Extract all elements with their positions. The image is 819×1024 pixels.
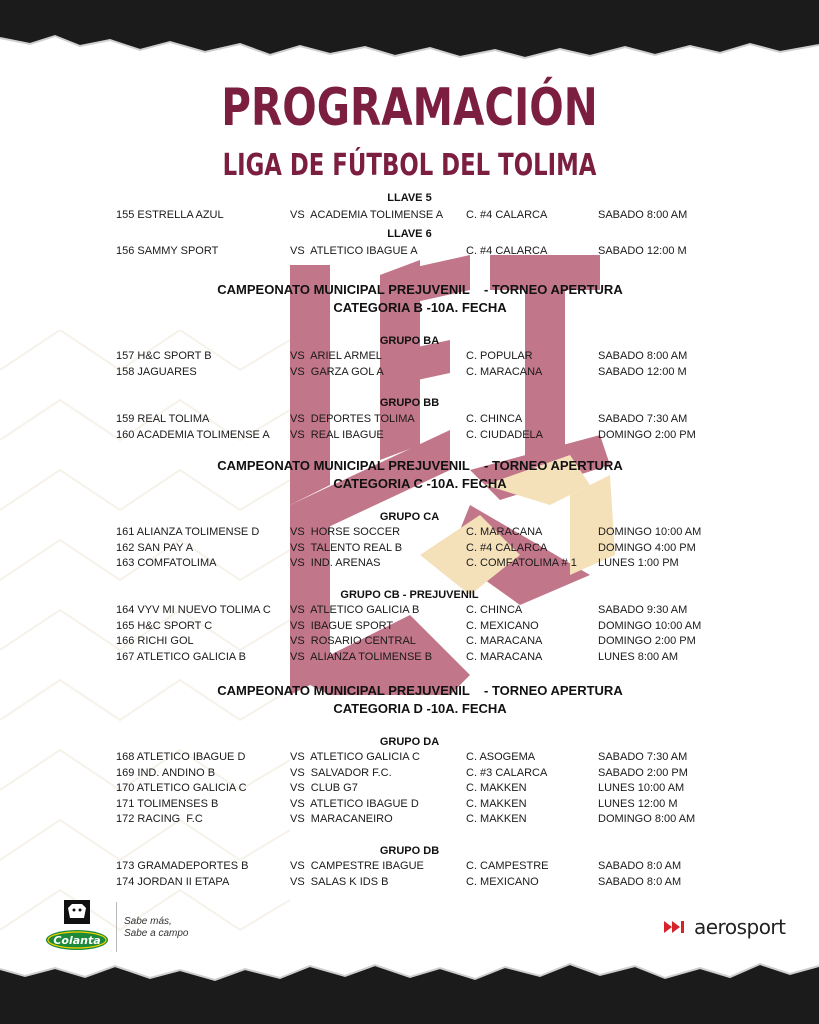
- match-row: [0, 651, 819, 666]
- home-team: 160 ACADEMIA TOLIMENSE A: [116, 429, 270, 441]
- venue: C. #4 CALARCA: [466, 209, 548, 221]
- home-team: 170 ATLETICO GALICIA C: [116, 782, 247, 794]
- venue: C. #4 CALARCA: [466, 542, 548, 554]
- group-heading-db: GRUPO DB: [379, 845, 440, 857]
- aerosport-logo: [664, 915, 786, 939]
- group-heading-ba: GRUPO BA: [379, 335, 440, 347]
- home-team: 167 ATLETICO GALICIA B: [116, 651, 247, 663]
- group-heading-llave-5: LLAVE 5: [387, 192, 432, 204]
- away-team: VS IND. ARENAS: [290, 557, 381, 569]
- away-team: VS CLUB G7: [290, 782, 358, 794]
- match-time: SABADO 8:0 AM: [598, 860, 682, 872]
- away-team: VS GARZA GOL A: [290, 366, 384, 378]
- away-team: VS SALVADOR F.C.: [290, 767, 392, 779]
- venue: C. COMFATOLIMA # 1: [466, 557, 577, 569]
- match-row: [0, 429, 819, 444]
- fast-forward-icon: [664, 919, 690, 935]
- footer-divider: [116, 902, 117, 952]
- section-title-categoria-d: [0, 682, 819, 718]
- match-row: [0, 604, 819, 619]
- match-time: DOMINGO 4:00 PM: [598, 542, 696, 554]
- away-team: VS ATLETICO IBAGUE D: [290, 798, 419, 810]
- home-team: 159 REAL TOLIMA: [116, 413, 210, 425]
- match-time: LUNES 8:00 AM: [598, 651, 679, 663]
- venue: C. MAKKEN: [466, 798, 527, 810]
- away-team: VS SALAS K IDS B: [290, 876, 389, 888]
- away-team: VS ROSARIO CENTRAL: [290, 635, 416, 647]
- match-row: [0, 209, 819, 224]
- match-time: DOMINGO 8:00 AM: [598, 813, 696, 825]
- match-time: LUNES 1:00 PM: [598, 557, 679, 569]
- slogan-line-2: Sabe a campo: [124, 928, 189, 939]
- section-line-2: CATEGORIA D -10A. FECHA: [333, 701, 507, 716]
- match-time: SABADO 12:00 M: [598, 366, 687, 378]
- match-row: [0, 366, 819, 381]
- home-team: 173 GRAMADEPORTES B: [116, 860, 249, 872]
- match-time: SABADO 8:0 AM: [598, 876, 682, 888]
- home-team: 171 TOLIMENSES B: [116, 798, 219, 810]
- home-team: 161 ALIANZA TOLIMENSE D: [116, 526, 260, 538]
- home-team: 164 VYV MI NUEVO TOLIMA C: [116, 604, 271, 616]
- away-team: VS MARACANEIRO: [290, 813, 393, 825]
- match-row: [0, 557, 819, 572]
- section-title-categoria-c: [0, 457, 819, 493]
- match-row: [0, 751, 819, 766]
- away-team: VS IBAGUE SPORT: [290, 620, 394, 632]
- match-row: [0, 620, 819, 635]
- away-team: VS ATLETICO GALICIA C: [290, 751, 421, 763]
- home-team: 163 COMFATOLIMA: [116, 557, 217, 569]
- slogan-line-1: Sabe más,: [124, 916, 172, 927]
- match-time: SABADO 8:00 AM: [598, 350, 688, 362]
- match-row: [0, 245, 819, 260]
- colanta-logo: [44, 898, 116, 954]
- match-row: [0, 860, 819, 875]
- section-title-categoria-b: [0, 281, 819, 317]
- away-team: VS ARIEL ARMEL: [290, 350, 382, 362]
- away-team: VS ATLETICO IBAGUE A: [290, 245, 418, 257]
- venue: C. MARACANA: [466, 651, 543, 663]
- home-team: 166 RICHI GOL: [116, 635, 194, 647]
- match-time: DOMINGO 10:00 AM: [598, 620, 702, 632]
- match-time: SABADO 2:00 PM: [598, 767, 688, 779]
- match-row: [0, 798, 819, 813]
- venue: C. MARACANA: [466, 635, 543, 647]
- group-heading-bb: GRUPO BB: [379, 397, 440, 409]
- home-team: 174 JORDAN II ETAPA: [116, 876, 230, 888]
- home-team: 169 IND. ANDINO B: [116, 767, 216, 779]
- sponsor-slogan: [124, 916, 189, 940]
- away-team: VS HORSE SOCCER: [290, 526, 401, 538]
- match-row: [0, 413, 819, 428]
- match-time: LUNES 12:00 M: [598, 798, 678, 810]
- home-team: 158 JAGUARES: [116, 366, 197, 378]
- match-row: [0, 782, 819, 797]
- away-team: VS ACADEMIA TOLIMENSE A: [290, 209, 444, 221]
- match-time: SABADO 12:00 M: [598, 245, 687, 257]
- group-heading-cb: GRUPO CB - PREJUVENIL: [340, 589, 479, 601]
- venue: C. ASOGEMA: [466, 751, 536, 763]
- match-row: [0, 767, 819, 782]
- match-time: SABADO 7:30 AM: [598, 751, 688, 763]
- brand-name: aerosport: [694, 915, 786, 939]
- home-team: 156 SAMMY SPORT: [116, 245, 219, 257]
- match-time: SABADO 9:30 AM: [598, 604, 688, 616]
- home-team: 165 H&C SPORT C: [116, 620, 213, 632]
- home-team: 168 ATLETICO IBAGUE D: [116, 751, 246, 763]
- match-row: [0, 350, 819, 365]
- match-row: [0, 876, 819, 891]
- away-team: VS DEPORTES TOLIMA: [290, 413, 415, 425]
- venue: C. MARACANA: [466, 526, 543, 538]
- home-team: 162 SAN PAY A: [116, 542, 194, 554]
- section-line-1: CAMPEONATO MUNICIPAL PREJUVENIL - TORNEO APERTURA: [217, 683, 623, 698]
- venue: C. MEXICANO: [466, 620, 539, 632]
- group-heading-ca: GRUPO CA: [379, 511, 440, 523]
- venue: C. MEXICANO: [466, 876, 539, 888]
- away-team: VS ATLETICO GALICIA B: [290, 604, 420, 616]
- group-heading-da: GRUPO DA: [379, 736, 440, 748]
- page-subtitle: LIGA DE FÚTBOL DEL TOLIMA: [222, 148, 597, 183]
- section-line-2: CATEGORIA B -10A. FECHA: [333, 300, 507, 315]
- group-heading-llave-6: LLAVE 6: [387, 228, 432, 240]
- venue: C. MAKKEN: [466, 813, 527, 825]
- match-row: [0, 526, 819, 541]
- match-time: DOMINGO 2:00 PM: [598, 635, 696, 647]
- away-team: VS TALENTO REAL B: [290, 542, 403, 554]
- match-row: [0, 813, 819, 828]
- section-line-1: CAMPEONATO MUNICIPAL PREJUVENIL - TORNEO APERTURA: [217, 458, 623, 473]
- match-time: SABADO 7:30 AM: [598, 413, 688, 425]
- venue: C. CHINCA: [466, 604, 523, 616]
- home-team: 157 H&C SPORT B: [116, 350, 212, 362]
- match-time: LUNES 10:00 AM: [598, 782, 685, 794]
- venue: C. CAMPESTRE: [466, 860, 549, 872]
- match-time: DOMINGO 2:00 PM: [598, 429, 696, 441]
- venue: C. MAKKEN: [466, 782, 527, 794]
- away-team: VS ALIANZA TOLIMENSE B: [290, 651, 433, 663]
- venue: C. CIUDADELA: [466, 429, 544, 441]
- venue: C. CHINCA: [466, 413, 523, 425]
- match-time: DOMINGO 10:00 AM: [598, 526, 702, 538]
- venue: C. #3 CALARCA: [466, 767, 548, 779]
- match-time: SABADO 8:00 AM: [598, 209, 688, 221]
- venue: C. #4 CALARCA: [466, 245, 548, 257]
- page-title: PROGRAMACIÓN: [221, 78, 598, 138]
- home-team: 172 RACING F.C: [116, 813, 203, 825]
- venue: C. MARACANA: [466, 366, 543, 378]
- venue: C. POPULAR: [466, 350, 533, 362]
- home-team: 155 ESTRELLA AZUL: [116, 209, 224, 221]
- match-row: [0, 542, 819, 557]
- section-line-2: CATEGORIA C -10A. FECHA: [333, 476, 507, 491]
- away-team: VS REAL IBAGUE: [290, 429, 384, 441]
- away-team: VS CAMPESTRE IBAGUE: [290, 860, 424, 872]
- match-row: [0, 635, 819, 650]
- sponsor-name: Colanta: [53, 934, 101, 947]
- section-line-1: CAMPEONATO MUNICIPAL PREJUVENIL - TORNEO APERTURA: [217, 282, 623, 297]
